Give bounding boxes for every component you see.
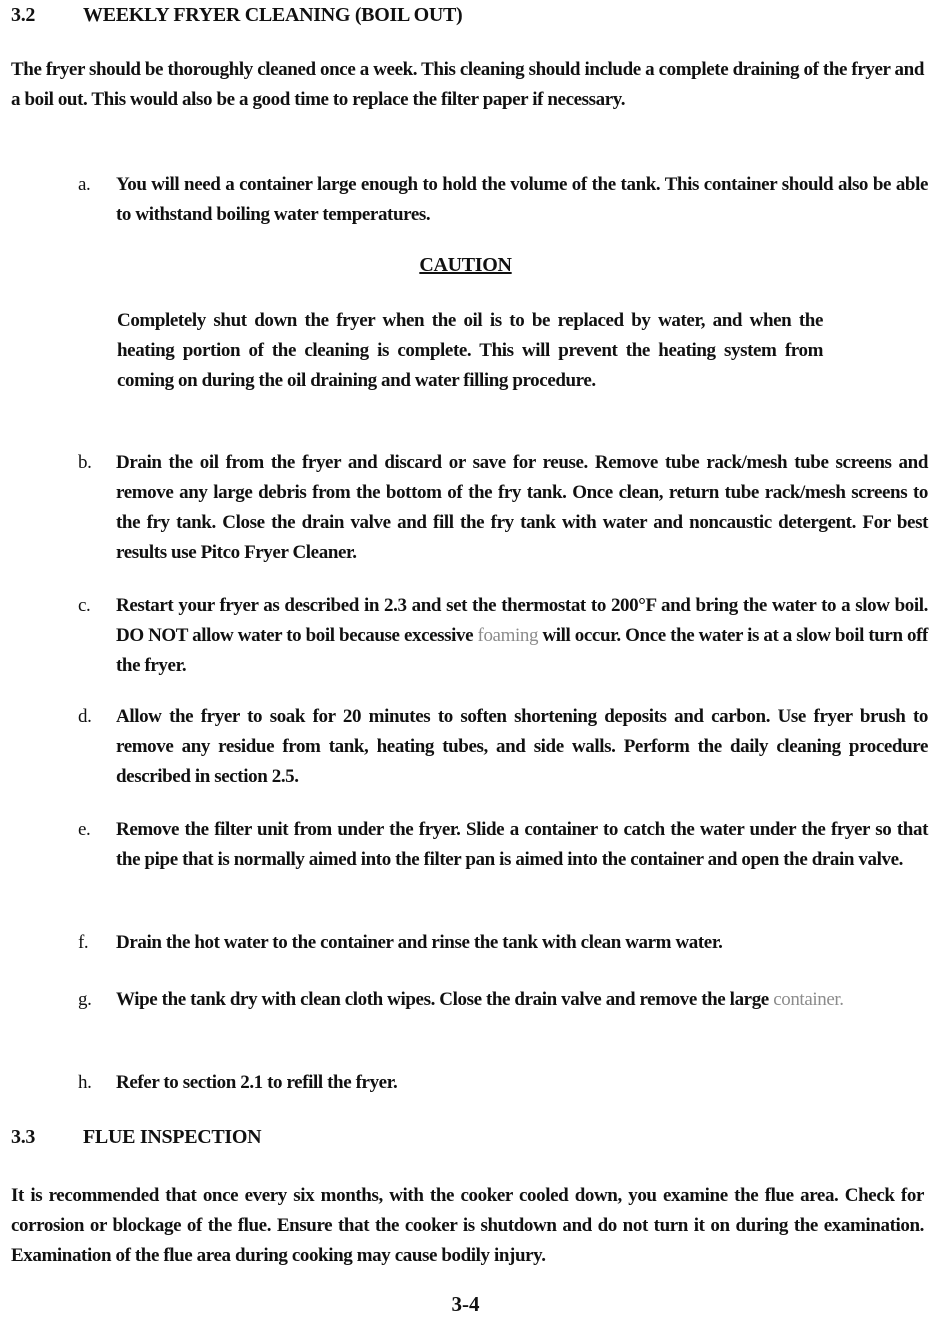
step-a xyxy=(78,170,928,230)
step-text: Allow the fryer to soak for 20 minutes to soften shortening deposits and carbon. Use fryer brush to remove any residue from tank, heating tubes, and side walls. Perform the daily cleaning procedure described in section 2.5. xyxy=(116,706,928,787)
step-c xyxy=(78,591,928,681)
section-3-3-heading xyxy=(11,1126,261,1149)
section-title: FLUE INSPECTION xyxy=(83,1126,262,1148)
step-letter: h. xyxy=(78,1072,92,1093)
step-h xyxy=(78,1068,928,1098)
step-b xyxy=(78,448,928,568)
step-text: Remove the filter unit from under the fryer. Slide a container to catch the water under the fryer so that the pipe that is normally aimed into the filter pan is aimed into the container and open the drain valve. xyxy=(116,819,928,870)
caution-text: Completely shut down the fryer when the oil is to be replaced by water, and when the heating portion of the cleaning is complete. This will prevent the heating system from coming on during the oil draining and water filling procedure. xyxy=(117,310,823,391)
step-text xyxy=(116,591,928,681)
step-text xyxy=(116,985,928,1015)
intro-paragraph: The fryer should be thoroughly cleaned once a week. This cleaning should include a complete draining of the fryer and a boil out. This would also be a good time to replace the filter paper if necessary. xyxy=(11,59,924,110)
step-letter: f. xyxy=(78,932,89,953)
step-f xyxy=(78,928,928,958)
caution-title: CAUTION xyxy=(419,254,512,276)
step-text: Drain the oil from the fryer and discard or save for reuse. Remove tube rack/mesh tube screens and remove any large debris from the bottom of the fry tank. Once clean, return tube rack/mesh screens to the fry tank. Close the drain valve and fill the fry tank with water and noncaustic detergent. For best results use Pitco Fryer Cleaner. xyxy=(116,452,928,563)
flue-paragraph: It is recommended that once every six months, with the cooker cooled down, you examine the flue area. Check for corrosion or blockage of the flue. Ensure that the cooker is shutdown and do not turn it on during the examination. Examination of the flue area during cooking may cause bodily injury. xyxy=(11,1185,924,1266)
step-letter: c. xyxy=(78,595,91,616)
step-text-part: Restart your fryer as described in 2.3 and set the thermostat to 200°F and bring the water to a slow boil. DO NOT allow water to boil because excessive xyxy=(116,595,928,646)
step-g xyxy=(78,985,928,1015)
step-letter: g. xyxy=(78,989,92,1010)
faded-word: container. xyxy=(773,989,844,1010)
step-letter: d. xyxy=(78,706,92,727)
faded-word: foaming xyxy=(477,625,539,646)
step-text: You will need a container large enough to hold the volume of the tank. This container should also be able to withstand boiling water temperatures. xyxy=(116,174,928,225)
step-text: Refer to section 2.1 to refill the fryer. xyxy=(116,1072,398,1093)
step-text-part: will occur. Once the water is at a slow boil turn off the fryer. xyxy=(116,625,928,676)
step-text-part: Wipe the tank dry with clean cloth wipes. Close the drain valve and remove the large xyxy=(116,989,769,1010)
step-text: Drain the hot water to the container and rinse the tank with clean warm water. xyxy=(116,932,723,953)
step-letter: b. xyxy=(78,452,92,473)
section-number: 3.3 xyxy=(11,1126,36,1148)
section-3-2-heading xyxy=(11,4,462,27)
section-number: 3.2 xyxy=(11,4,36,26)
step-d xyxy=(78,702,928,792)
step-e xyxy=(78,815,928,875)
section-title: WEEKLY FRYER CLEANING (BOIL OUT) xyxy=(83,4,463,26)
page-number: 3-4 xyxy=(451,1292,480,1316)
step-letter: e. xyxy=(78,819,91,840)
step-letter: a. xyxy=(78,174,91,195)
